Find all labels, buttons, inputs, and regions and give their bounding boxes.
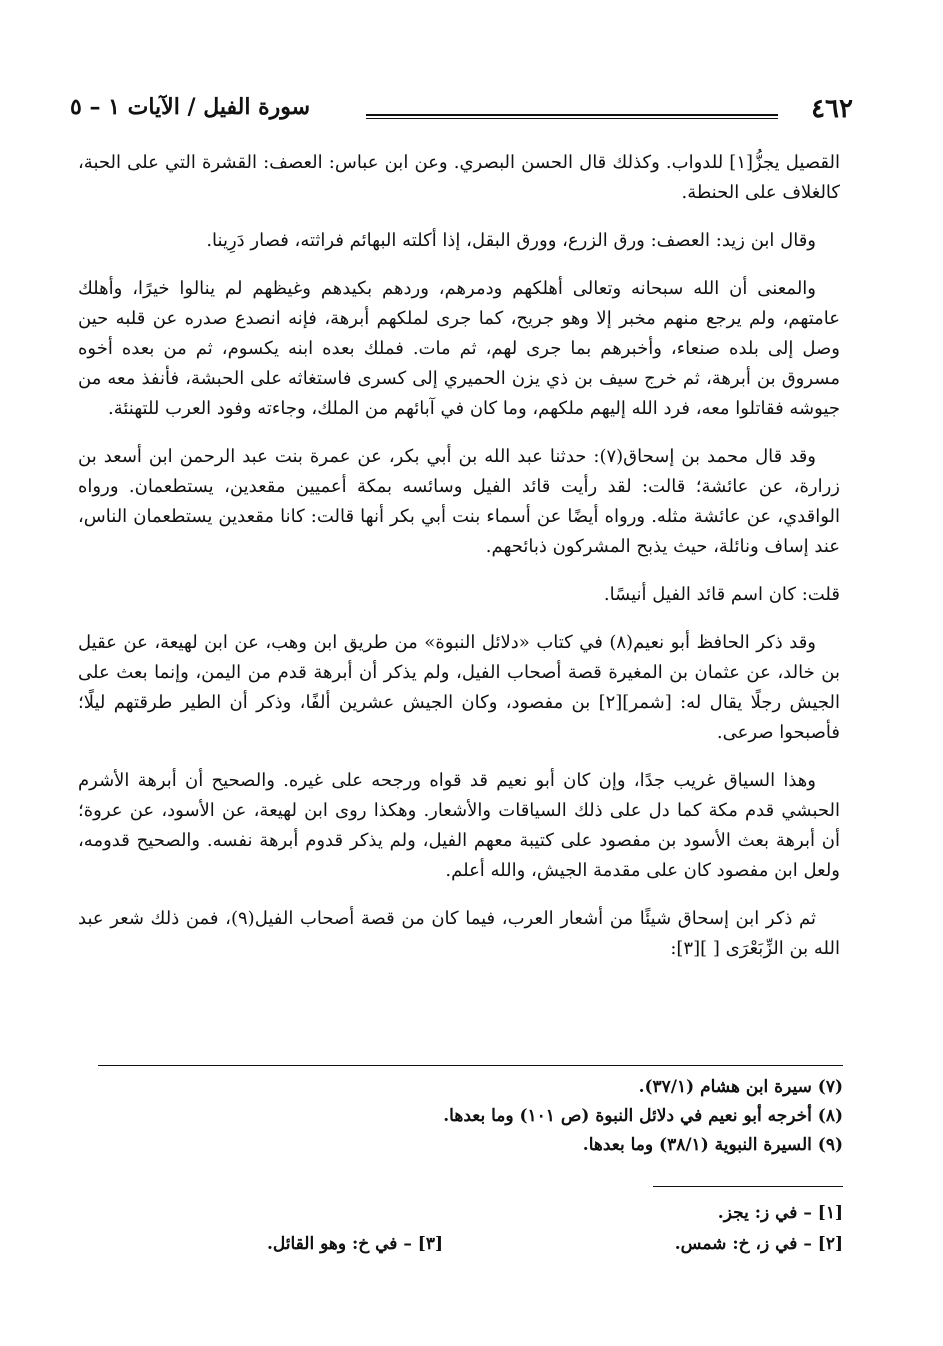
- variant-note: [٣] – في خ: وهو القائل.: [266, 1234, 443, 1254]
- paragraph: وهذا السياق غريب جدًا، وإن كان أبو نعيم قد قواه ورجحه على غيره. والصحيح أن أبرهة الأشرم الحبشي قدم مكة كما دل على ذلك السياقات والأشعار. وهكذا روى ابن لهيعة، عن الأسود، عن عروة؛ أن أبرهة بعث الأسود بن مفصود على كتيبة معهم الفيل، ولم يذكر قدوم أبرهة نفسه. والصحيح قدومه، ولعل ابن مفصود كان على مقدمة الجيش، والله أعلم.: [78, 770, 840, 881]
- variant-row: [98, 1198, 843, 1229]
- footnote-separator: [98, 1065, 843, 1066]
- variants-separator: [653, 1186, 843, 1187]
- variant-note: [٢] – في ز، خ: شمس.: [674, 1234, 843, 1254]
- header-rule: [366, 114, 778, 119]
- running-title: سورة الفيل / الآيات ١ – ٥: [70, 94, 311, 120]
- paragraph: وقال ابن زيد: العصف: ورق الزرع، وورق البقل، إذا أكلته البهائم فراثته، فصار دَرِينا.: [206, 230, 816, 251]
- footnote: (٧) سيرة ابن هشام (٣٧/١).: [638, 1077, 843, 1097]
- paragraph: ثم ذكر ابن إسحاق شيئًا من أشعار العرب، فيما كان من قصة أصحاب الفيل(٩)، فمن ذلك شعر عبد الله بن الزِّبَعْرَى [ ][٣]:: [78, 908, 840, 959]
- variant-row: [98, 1229, 843, 1260]
- footnote: (٨) أخرجه أبو نعيم في دلائل النبوة (ص ١٠١) وما بعدها.: [443, 1106, 843, 1126]
- footnotes: [98, 1073, 843, 1160]
- paragraph: وقد قال محمد بن إسحاق(٧): حدثنا عبد الله بن أبي بكر، عن عمرة بنت عبد الرحمن ابن أسعد بن زرارة، عن عائشة؛ قالت: لقد رأيت قائد الفيل وسائسه بمكة أعميين مقعدين، يستطعمان. ورواه الواقدي، عن عائشة مثله. ورواه أيضًا عن أسماء بنت أبي بكر أنها قالت: كانا مقعدين يستطعمان الناس، عند إساف ونائلة، حيث يذبح المشركون ذبائحهم.: [78, 446, 840, 557]
- main-text: [78, 148, 840, 974]
- paragraph: وقد ذكر الحافظ أبو نعيم(٨) في كتاب «دلائل النبوة» من طريق ابن وهب، عن ابن لهيعة، عن عقيل بن خالد، عن عثمان بن المغيرة قصة أصحاب الفيل، ولم يذكر أن أبرهة قدم من اليمن، وإنما بعث على الجيش رجلًا يقال له: [شمر][٢] بن مفصود، وكان الجيش عشرين ألفًا، وذكر أن الطير طرقتهم ليلًا؛ فأصبحوا صرعى.: [78, 632, 841, 743]
- footnote: (٩) السيرة النبوية (٣٨/١) وما بعدها.: [582, 1135, 843, 1155]
- paragraph: قلت: كان اسم قائد الفيل أنيسًا.: [603, 584, 840, 605]
- page-header: [70, 92, 853, 132]
- paragraph: والمعنى أن الله سبحانه وتعالى أهلكهم ودمرهم، وردهم بكيدهم وغيظهم لم ينالوا خيرًا، وأهلك عامتهم، ولم يرجع منهم مخبر إلا وهو جريح، كما جرى لملكهم أبرهة، فإنه انصدع صدره عن قلبه حين وصل إلى بلده صنعاء، وأخبرهم بما جرى لهم، ثم مات. فملك بعده ابنه يكسوم، ثم من بعده أخوه مسروق بن أبرهة، ثم خرج سيف بن ذي يزن الحميري إلى كسرى فاستغاثه على الحبشة، فأنفذ معه من جيوشه فقاتلوا معه، فرد الله إليهم ملكهم، وما كان في آبائهم من الملك، وجاءته وفود العرب للتهنئة.: [78, 278, 840, 419]
- variant-note: [١] – في ز: يجز.: [717, 1203, 843, 1223]
- paragraph: القصيل يجزُّ[١] للدواب. وكذلك قال الحسن البصري. وعن ابن عباس: العصف: القشرة التي على الحبة، كالغلاف على الحنطة.: [78, 152, 840, 203]
- manuscript-variants: [98, 1198, 843, 1260]
- page-number: ٤٦٢: [811, 94, 853, 124]
